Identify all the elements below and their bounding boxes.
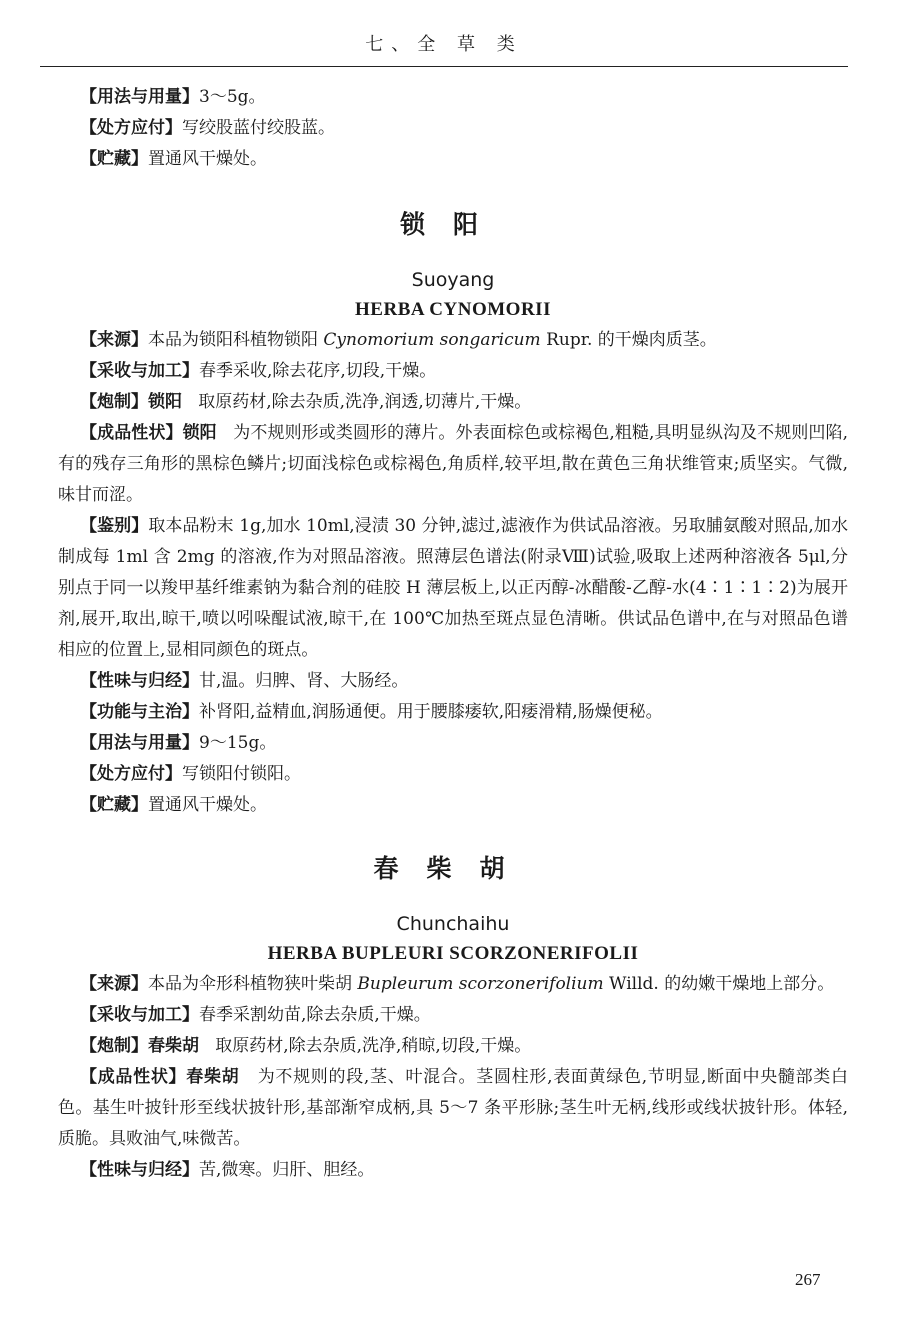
monograph-pinyin-chunchaihu: Chunchaihu xyxy=(396,913,510,935)
header-rule xyxy=(40,66,848,67)
entry-text: 本品为锁阳科植物锁阳 xyxy=(148,330,324,350)
entry-text: 为不规则形或类圆形的薄片。外表面棕色或棕褐色,粗糙,具明显纵沟及不规则凹陷,有的残存三角形的黑棕色鳞片;切面浅棕色或棕褐色,角质样,较平坦,散在黄色三角状维管束;质坚实。气微,味甘而涩。 xyxy=(58,423,849,505)
entry-text: 补肾阳,益精血,润肠通便。用于腰膝痿软,阳痿滑精,肠燥便秘。 xyxy=(199,702,663,722)
suoyang-harvest xyxy=(58,356,848,387)
page-content xyxy=(58,82,848,1186)
monograph-title-chunchaihu: 春柴胡 xyxy=(373,854,533,883)
entry-text: 春季采割幼苗,除去杂质,干燥。 xyxy=(199,1005,431,1025)
suoyang-function xyxy=(58,697,848,728)
suoyang-source xyxy=(58,325,848,356)
running-header: 七、全 草 类 xyxy=(365,34,523,55)
entry-term: 锁阳 xyxy=(182,423,217,443)
carryover-storage xyxy=(58,144,848,175)
entry-label: 【采收与加工】 xyxy=(80,361,199,381)
entry-label: 【用法与用量】 xyxy=(80,733,199,753)
suoyang-dosage xyxy=(58,728,848,759)
entry-label: 【炮制】 xyxy=(80,1036,148,1056)
entry-text: 置通风干燥处。 xyxy=(148,149,267,169)
entry-text: 写绞股蓝付绞股蓝。 xyxy=(182,118,335,138)
suoyang-storage xyxy=(58,790,848,821)
entry-term: 春柴胡 xyxy=(186,1067,240,1087)
entry-text: 置通风干燥处。 xyxy=(148,795,267,815)
entry-text: 取原药材,除去杂质,洗净,稍晾,切段,干燥。 xyxy=(215,1036,532,1056)
chunchaihu-description xyxy=(58,1062,848,1155)
entry-text: 9～15g。 xyxy=(199,733,277,753)
monograph-pinyin-suoyang: Suoyang xyxy=(411,269,495,291)
entry-label: 【贮藏】 xyxy=(80,149,148,169)
entry-label: 【性味与归经】 xyxy=(80,1160,199,1180)
entry-label: 【功能与主治】 xyxy=(80,702,199,722)
species-name: Bupleurum scorzonerifolium xyxy=(357,974,604,994)
entry-text: 为不规则的段,茎、叶混合。茎圆柱形,表面黄绿色,节明显,断面中央髓部类白色。基生叶披针形至线状披针形,基部渐窄成柄,具 5～7 条平形脉;茎生叶无柄,线形或线状披针形。体轻,质脆。具败油气,味微苦。 xyxy=(58,1067,848,1149)
entry-label: 【采收与加工】 xyxy=(80,1005,199,1025)
suoyang-nature xyxy=(58,666,848,697)
entry-label: 【成品性状】 xyxy=(80,423,183,443)
entry-label: 【来源】 xyxy=(80,974,148,994)
page-number: 267 xyxy=(795,1270,821,1289)
suoyang-description xyxy=(58,418,848,511)
chunchaihu-nature xyxy=(58,1155,848,1186)
entry-label: 【处方应付】 xyxy=(80,764,182,784)
monograph-latin-chunchaihu: HERBA BUPLEURI SCORZONERIFOLII xyxy=(267,943,639,964)
entry-label: 【成品性状】 xyxy=(80,1067,187,1087)
entry-text: 苦,微寒。归肝、胆经。 xyxy=(199,1160,375,1180)
entry-label: 【鉴别】 xyxy=(80,516,149,536)
entry-text: 写锁阳付锁阳。 xyxy=(182,764,301,784)
chunchaihu-source xyxy=(58,969,848,1000)
carryover-prescription xyxy=(58,113,848,144)
entry-text: 本品为伞形科植物狭叶柴胡 xyxy=(148,974,358,994)
monograph-latin-suoyang: HERBA CYNOMORII xyxy=(355,299,551,320)
entry-text: 春季采收,除去花序,切段,干燥。 xyxy=(199,361,437,381)
entry-term: 春柴胡 xyxy=(148,1036,199,1056)
entry-text: Willd. 的幼嫩干燥地上部分。 xyxy=(603,974,835,994)
chunchaihu-processing xyxy=(58,1031,848,1062)
entry-label: 【用法与用量】 xyxy=(80,87,199,107)
entry-label: 【炮制】 xyxy=(80,392,148,412)
species-name: Cynomorium songaricum xyxy=(323,330,541,350)
suoyang-processing xyxy=(58,387,848,418)
entry-text: Rupr. 的干燥肉质茎。 xyxy=(540,330,717,350)
entry-label: 【性味与归经】 xyxy=(80,671,199,691)
entry-label: 【来源】 xyxy=(80,330,148,350)
suoyang-prescription xyxy=(58,759,848,790)
entry-text: 取本品粉末 1g,加水 10ml,浸渍 30 分钟,滤过,滤液作为供试品溶液。另取脯氨酸对照品,加水制成每 1ml 含 2mg 的溶液,作为对照品溶液。照薄层色谱法(附录Ⅷ)试验,吸取上述两种溶液各 5μl,分别点于同一以羧甲基纤维素钠为黏合剂的硅胶 H 薄层板上,以正丙醇-冰醋酸-乙醇-水(4∶1∶1∶2)为展开剂,展开,取出,晾干,喷以吲哚醌试液,晾干,在 100℃加热至斑点显色清晰。供试品色谱中,在与对照品色谱相应的位置上,显相同颜色的斑点。 xyxy=(58,516,848,660)
entry-text: 甘,温。归脾、肾、大肠经。 xyxy=(199,671,409,691)
suoyang-identification xyxy=(58,511,848,666)
entry-label: 【处方应付】 xyxy=(80,118,182,138)
chunchaihu-harvest xyxy=(58,1000,848,1031)
monograph-title-suoyang: 锁阳 xyxy=(399,210,506,239)
entry-term: 锁阳 xyxy=(148,392,182,412)
entry-text: 3～5g。 xyxy=(199,87,266,107)
carryover-dosage xyxy=(58,82,848,113)
entry-label: 【贮藏】 xyxy=(80,795,148,815)
entry-text: 取原药材,除去杂质,洗净,润透,切薄片,干燥。 xyxy=(198,392,532,412)
